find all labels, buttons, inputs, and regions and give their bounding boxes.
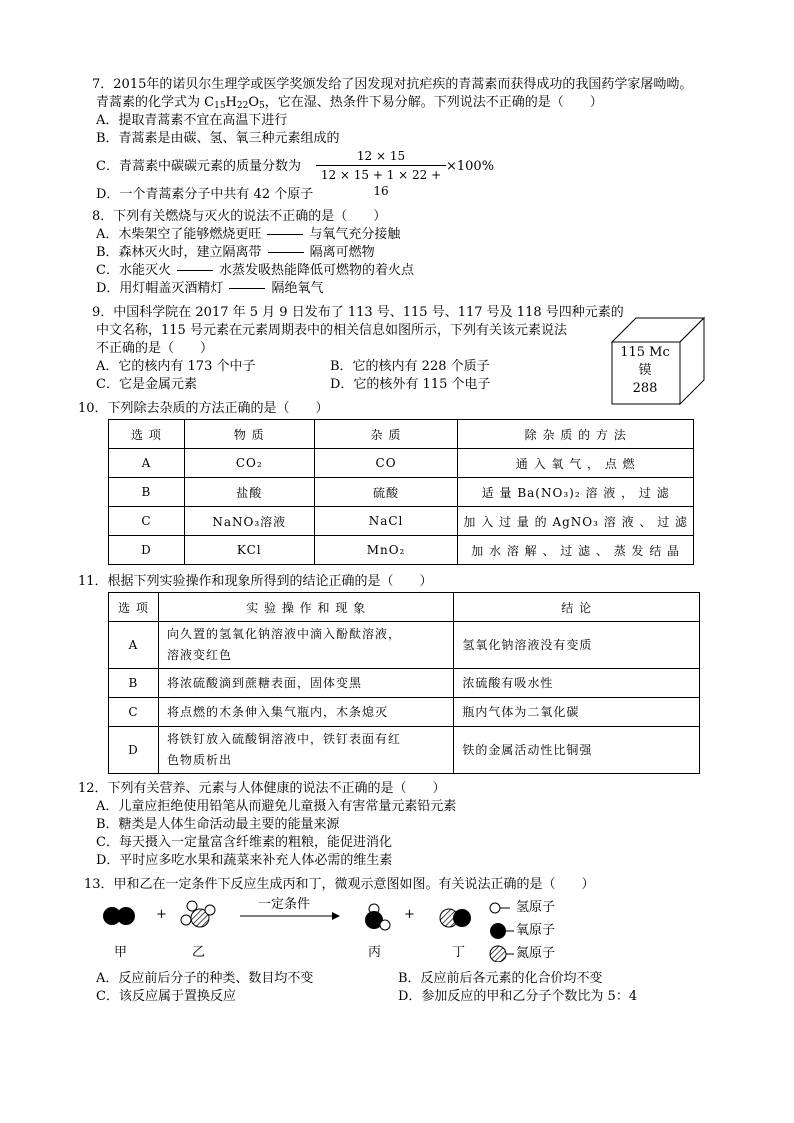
q7-option-d: D．一个青蒿素分子中共有 42 个原子 bbox=[96, 187, 314, 202]
dash-line bbox=[267, 234, 303, 235]
table-header-cell: 除 杂 质 的 方 法 bbox=[458, 420, 694, 449]
q8-stem: 8．下列有关燃烧与灭火的说法不正确的是（ ） bbox=[92, 209, 387, 224]
q12-stem: 12．下列有关营养、元素与人体健康的说法不正确的是（ ） bbox=[78, 781, 446, 796]
reaction-condition: 一定条件 bbox=[258, 897, 311, 912]
q12-option-c: C．每天摄入一定量富含纤维素的粗粮，能促进消化 bbox=[96, 835, 392, 850]
q9-stem-line2: 中文名称，115 号元素在元素周期表中的相关信息如图所示，下列有关该元素说法 bbox=[96, 323, 567, 338]
legend-oxygen: 氧原子 bbox=[516, 923, 556, 938]
table-cell: D bbox=[109, 727, 159, 774]
fraction-bar bbox=[316, 165, 446, 166]
q10-table bbox=[108, 419, 694, 565]
table-cell: 氢氧化钠溶液没有变质 bbox=[454, 622, 700, 669]
nitrogen-atom-icon bbox=[490, 946, 506, 962]
q10-stem: 10．下列除去杂质的方法正确的是（ ） bbox=[78, 401, 329, 416]
table-cell: 适 量 Ba(NO₃)₂ 溶 液 ， 过 滤 bbox=[458, 478, 694, 507]
fraction-denominator: 12 × 15 + 1 × 22 + 16 bbox=[320, 168, 442, 198]
q8-option-d: D．用灯帽盖灭酒精灯 隔绝氧气 bbox=[96, 281, 324, 296]
table-header-cell: 选 项 bbox=[109, 420, 185, 449]
table-cell: 将浓硫酸滴到蔗糖表面，固体变黑 bbox=[158, 669, 453, 698]
q12-option-a: A．儿童应拒绝使用铅笔从而避免儿童摄入有害常量元素铅元素 bbox=[96, 799, 457, 814]
table-cell: 加 水 溶 解 、 过 滤 、 蒸 发 结 晶 bbox=[458, 536, 694, 565]
table-row bbox=[109, 478, 694, 507]
q13-option-a: A．反应前后分子的种类、数目均不变 bbox=[96, 971, 314, 986]
table-header-cell: 杂 质 bbox=[314, 420, 458, 449]
q8-option-a: A．木柴架空了能够燃烧更旺 与氧气充分接触 bbox=[96, 227, 401, 242]
q12-option-b: B．糖类是人体生命活动最主要的能量来源 bbox=[96, 817, 340, 832]
table-row bbox=[109, 449, 694, 478]
table-cell: 将点燃的木条伸入集气瓶内，木条熄灭 bbox=[158, 698, 453, 727]
table-row bbox=[109, 622, 700, 669]
table-row bbox=[109, 727, 700, 774]
q7-percent: ×100% bbox=[446, 159, 495, 174]
table-header-cell: 结 论 bbox=[454, 593, 700, 622]
q8-option-c: C．水能灭火 水蒸发吸热能降低可燃物的着火点 bbox=[96, 263, 414, 278]
label-yi: 乙 bbox=[192, 945, 206, 960]
table-cell: A bbox=[109, 449, 185, 478]
table-cell: 浓硫酸有吸水性 bbox=[454, 669, 700, 698]
q13-option-d: D．参加反应的甲和乙分子个数比为 5：4 bbox=[398, 989, 638, 1004]
o2-molecule bbox=[103, 907, 135, 925]
table-header-row bbox=[109, 420, 694, 449]
q12-option-d: D．平时应多吃水果和蔬菜来补充人体必需的维生素 bbox=[96, 853, 393, 868]
table-cell: MnO₂ bbox=[314, 536, 458, 565]
q7-option-a: A．提取青蒿素不宜在高温下进行 bbox=[96, 113, 288, 128]
cube-atomic-number-symbol: 115 Mc bbox=[620, 345, 670, 360]
label-bing: 丙 bbox=[368, 945, 382, 960]
table-row bbox=[109, 669, 700, 698]
dash-line bbox=[268, 252, 304, 253]
table-cell: A bbox=[109, 622, 159, 669]
table-cell: 盐酸 bbox=[184, 478, 314, 507]
q13-option-c: C．该反应属于置换反应 bbox=[96, 989, 236, 1004]
q13-stem: 13．甲和乙在一定条件下反应生成丙和丁，微观示意图如图。有关说法正确的是（ ） bbox=[84, 877, 595, 892]
table-cell: B bbox=[109, 669, 159, 698]
nh3-molecule bbox=[181, 901, 215, 927]
table-cell: D bbox=[109, 536, 185, 565]
no-molecule bbox=[440, 909, 471, 927]
table-header-cell: 实 验 操 作 和 现 象 bbox=[158, 593, 453, 622]
q7-fraction bbox=[316, 148, 446, 199]
plus-sign-1: + bbox=[156, 907, 167, 922]
table-cell: NaCl bbox=[314, 507, 458, 536]
q9-option-a: A．它的核内有 173 个中子 bbox=[96, 359, 256, 374]
table-cell: C bbox=[109, 698, 159, 727]
table-cell: CO₂ bbox=[184, 449, 314, 478]
q9-stem-line1: 9．中国科学院在 2017 年 5 月 9 日发布了 113 号、115 号、117 号及 118 号四种元素的 bbox=[92, 305, 624, 320]
q13-option-b: B．反应前后各元素的化合价均不变 bbox=[398, 971, 603, 986]
label-jia: 甲 bbox=[114, 945, 128, 960]
table-cell: 通 入 氧 气 ， 点 燃 bbox=[458, 449, 694, 478]
table-cell: CO bbox=[314, 449, 458, 478]
q7-stem-line2: 青蒿素的化学式为 $C_{15}H_{22}O_5$，它在湿、热条件下易分解。下列说法不正确的是（ ） bbox=[96, 95, 603, 111]
dash-line bbox=[177, 270, 213, 271]
table-cell: 硫酸 bbox=[314, 478, 458, 507]
table-cell: 将铁钉放入硫酸铜溶液中，铁钉表面有红 色物质析出 bbox=[158, 727, 453, 774]
table-cell: B bbox=[109, 478, 185, 507]
hydrogen-atom-icon bbox=[490, 903, 500, 913]
q11-stem: 11．根据下列实验操作和现象所得到的结论正确的是（ ） bbox=[78, 574, 433, 589]
dash-line bbox=[229, 288, 265, 289]
legend-symbols bbox=[488, 900, 518, 962]
q7-option-b: B．青蒿素是由碳、氢、氧三种元素组成的 bbox=[96, 131, 340, 146]
table-row bbox=[109, 536, 694, 565]
legend-hydrogen: 氢原子 bbox=[516, 900, 556, 915]
q9-option-d: D．它的核外有 115 个电子 bbox=[330, 377, 491, 392]
q9-stem-line3: 不正确的是（ ） bbox=[96, 341, 214, 356]
label-ding: 丁 bbox=[452, 945, 466, 960]
q9-option-b: B．它的核内有 228 个质子 bbox=[330, 359, 490, 374]
table-row bbox=[109, 698, 700, 727]
q9-option-c: C．它是金属元素 bbox=[96, 377, 197, 392]
table-row bbox=[109, 507, 694, 536]
legend-nitrogen: 氮原子 bbox=[516, 946, 556, 961]
table-cell: 加 入 过 量 的 AgNO₃ 溶 液 、 过 滤 bbox=[458, 507, 694, 536]
cube-element-name: 镆 bbox=[638, 363, 652, 378]
plus-sign-2: + bbox=[404, 907, 415, 922]
table-cell: C bbox=[109, 507, 185, 536]
table-header-cell: 物 质 bbox=[184, 420, 314, 449]
q11-table bbox=[108, 592, 700, 774]
fraction-numerator: 12 × 15 bbox=[356, 149, 406, 163]
table-cell: 向久置的氢氧化钠溶液中滴入酚酞溶液， 溶液变红色 bbox=[158, 622, 453, 669]
table-cell: NaNO₃溶液 bbox=[184, 507, 314, 536]
cube-atomic-mass: 288 bbox=[632, 381, 658, 396]
table-cell: 铁的金属活动性比铜强 bbox=[454, 727, 700, 774]
q8-option-b: B．森林灭火时，建立隔离带 隔离可燃物 bbox=[96, 245, 375, 260]
oxygen-atom-icon bbox=[490, 923, 506, 939]
h2o-molecule bbox=[365, 904, 390, 930]
q7-option-c: C．青蒿素中碳碳元素的质量分数为 bbox=[96, 159, 301, 174]
table-header-row bbox=[109, 593, 700, 622]
table-cell: KCl bbox=[184, 536, 314, 565]
table-cell: 瓶内气体为二氧化碳 bbox=[454, 698, 700, 727]
table-header-cell: 选 项 bbox=[109, 593, 159, 622]
q7-stem-line1: 7．2015年的诺贝尔生理学或医学奖颁发给了因发现对抗疟疾的青蒿素而获得成功的我国药学家屠呦呦。 bbox=[92, 77, 693, 92]
